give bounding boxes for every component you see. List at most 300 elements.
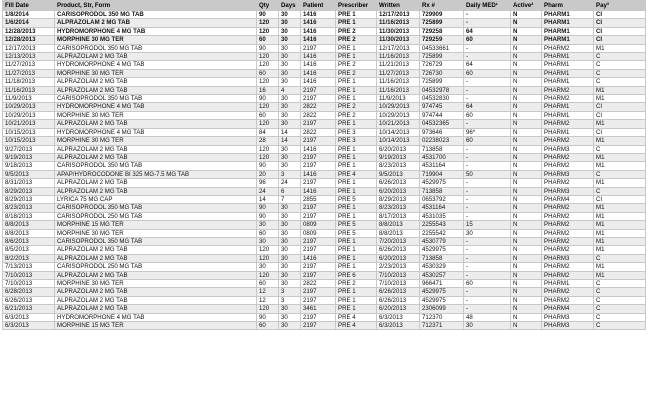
cell-qty: 90	[257, 212, 279, 220]
table-row	[3, 137, 646, 145]
cell-rx-number: 725899	[420, 19, 464, 27]
cell-qty: 16	[257, 86, 279, 94]
cell-active: N	[511, 288, 542, 296]
cell-daily-med: -	[464, 120, 511, 128]
cell-written: 11/21/2013	[377, 61, 420, 69]
cell-written: 12/17/2013	[377, 44, 420, 52]
cell-pharm: PHARM3	[542, 170, 594, 178]
cell-written: 8/8/2013	[377, 229, 420, 237]
cell-days: 30	[279, 280, 301, 288]
cell-qty: 12	[257, 288, 279, 296]
cell-qty: 120	[257, 61, 279, 69]
cell-pay: C	[594, 322, 646, 330]
cell-fill-date: 11/27/2013	[3, 61, 55, 69]
cell-pharm: PHARM2	[542, 162, 594, 170]
cell-product: MORPHINE 15 MG TER	[55, 221, 257, 229]
cell-active: N	[511, 111, 542, 119]
cell-fill-date: 8/18/2013	[3, 212, 55, 220]
cell-pay: M1	[594, 263, 646, 271]
cell-prescriber: PRE 1	[336, 11, 377, 19]
table-row	[3, 11, 646, 19]
cell-patient: 1416	[301, 19, 336, 27]
cell-fill-date: 11/27/2013	[3, 69, 55, 77]
cell-patient: 2197	[301, 137, 336, 145]
cell-days: 4	[279, 86, 301, 94]
cell-prescriber: PRE 1	[336, 305, 377, 313]
cell-written: 6/20/2013	[377, 254, 420, 262]
cell-prescriber: PRE 2	[336, 280, 377, 288]
cell-daily-med: -	[464, 179, 511, 187]
cell-product: ALPRAZOLAM 2 MG TAB	[55, 296, 257, 304]
cell-product: HYDROMORPHONE 4 MG TAB	[55, 103, 257, 111]
cell-days: 3	[279, 288, 301, 296]
cell-product: CARISOPRODOL 250 MG TAB	[55, 212, 257, 220]
cell-written: 6/26/2013	[377, 288, 420, 296]
cell-pay: C	[594, 69, 646, 77]
cell-fill-date: 11/9/2013	[3, 95, 55, 103]
cell-days: 6	[279, 187, 301, 195]
cell-days: 30	[279, 229, 301, 237]
cell-active: N	[511, 204, 542, 212]
cell-patient: 2822	[301, 128, 336, 136]
cell-daily-med: -	[464, 288, 511, 296]
header-active: Active²	[511, 1, 542, 11]
cell-days: 14	[279, 128, 301, 136]
cell-pay: M1	[594, 212, 646, 220]
cell-qty: 20	[257, 170, 279, 178]
table-row	[3, 128, 646, 136]
cell-written: 11/30/2013	[377, 27, 420, 35]
cell-fill-date: 8/8/2013	[3, 229, 55, 237]
cell-active: N	[511, 137, 542, 145]
cell-rx-number: 4531700	[420, 153, 464, 161]
cell-pay: M1	[594, 246, 646, 254]
cell-patient: 3461	[301, 305, 336, 313]
cell-prescriber: PRE 2	[336, 36, 377, 44]
cell-rx-number: 713858	[420, 187, 464, 195]
cell-pay: CI	[594, 103, 646, 111]
cell-active: N	[511, 95, 542, 103]
cell-qty: 90	[257, 95, 279, 103]
cell-fill-date: 8/5/2013	[3, 246, 55, 254]
cell-qty: 96	[257, 179, 279, 187]
cell-prescriber: PRE 1	[336, 86, 377, 94]
cell-fill-date: 10/15/2013	[3, 128, 55, 136]
table-row	[3, 61, 646, 69]
table-row	[3, 19, 646, 27]
cell-pay: M1	[594, 271, 646, 279]
cell-qty: 84	[257, 128, 279, 136]
table-row	[3, 263, 646, 271]
table-row	[3, 162, 646, 170]
table-row	[3, 145, 646, 153]
cell-written: 10/14/2013	[377, 137, 420, 145]
cell-active: N	[511, 61, 542, 69]
cell-daily-med: -	[464, 53, 511, 61]
cell-prescriber: PRE 1	[336, 19, 377, 27]
cell-written: 10/29/2013	[377, 103, 420, 111]
cell-written: 8/23/2013	[377, 162, 420, 170]
cell-product: MORPHINE 30 MG TER	[55, 280, 257, 288]
table-row	[3, 322, 646, 330]
cell-active: N	[511, 103, 542, 111]
cell-pharm: PHARM2	[542, 212, 594, 220]
cell-pay: CI	[594, 11, 646, 19]
cell-rx-number: 712371	[420, 322, 464, 330]
cell-rx-number: 974745	[420, 103, 464, 111]
cell-patient: 1416	[301, 36, 336, 44]
cell-daily-med: -	[464, 254, 511, 262]
cell-pharm: PHARM2	[542, 237, 594, 245]
cell-written: 12/17/2013	[377, 11, 420, 19]
cell-fill-date: 8/29/2013	[3, 187, 55, 195]
cell-patient: 2197	[301, 162, 336, 170]
cell-prescriber: PRE 5	[336, 221, 377, 229]
cell-written: 9/19/2013	[377, 153, 420, 161]
table-row	[3, 170, 646, 178]
header-fill-date: Fill Date	[3, 1, 55, 11]
cell-fill-date: 11/18/2013	[3, 78, 55, 86]
cell-daily-med: -	[464, 271, 511, 279]
cell-daily-med: 60	[464, 69, 511, 77]
cell-qty: 120	[257, 271, 279, 279]
cell-rx-number: 719904	[420, 170, 464, 178]
cell-pay: C	[594, 187, 646, 195]
cell-days: 30	[279, 263, 301, 271]
table-row	[3, 280, 646, 288]
table-row	[3, 86, 646, 94]
table-row	[3, 36, 646, 44]
cell-patient: 2855	[301, 195, 336, 203]
cell-qty: 28	[257, 137, 279, 145]
cell-fill-date: 8/6/2013	[3, 237, 55, 245]
cell-qty: 30	[257, 221, 279, 229]
cell-active: N	[511, 187, 542, 195]
cell-daily-med: -	[464, 237, 511, 245]
cell-patient: 2197	[301, 237, 336, 245]
table-row	[3, 103, 646, 111]
cell-prescriber: PRE 4	[336, 170, 377, 178]
cell-product: APAP/HYDROCODONE BI 325 MG-7.5 MG TAB	[55, 170, 257, 178]
cell-patient: 1416	[301, 53, 336, 61]
cell-pharm: PHARM3	[542, 187, 594, 195]
cell-pay: M1	[594, 95, 646, 103]
cell-pay: C	[594, 78, 646, 86]
cell-prescriber: PRE 1	[336, 120, 377, 128]
cell-qty: 120	[257, 103, 279, 111]
cell-active: N	[511, 254, 542, 262]
cell-rx-number: 04533661	[420, 44, 464, 52]
cell-written: 6/26/2013	[377, 296, 420, 304]
cell-active: N	[511, 53, 542, 61]
cell-qty: 24	[257, 187, 279, 195]
cell-qty: 60	[257, 229, 279, 237]
cell-fill-date: 12/13/2013	[3, 53, 55, 61]
cell-written: 7/10/2013	[377, 271, 420, 279]
cell-product: CARISOPRODOL 350 MG TAB	[55, 95, 257, 103]
cell-days: 30	[279, 53, 301, 61]
cell-qty: 120	[257, 145, 279, 153]
cell-qty: 30	[257, 237, 279, 245]
table-row	[3, 288, 646, 296]
cell-days: 30	[279, 78, 301, 86]
cell-pharm: PHARM2	[542, 95, 594, 103]
cell-pharm: PHARM2	[542, 229, 594, 237]
cell-pharm: PHARM2	[542, 44, 594, 52]
table-row	[3, 195, 646, 203]
cell-pay: M1	[594, 179, 646, 187]
cell-daily-med: 60	[464, 137, 511, 145]
cell-patient: 2197	[301, 95, 336, 103]
cell-rx-number: 973646	[420, 128, 464, 136]
cell-prescriber: PRE 1	[336, 153, 377, 161]
cell-active: N	[511, 263, 542, 271]
cell-rx-number: 725899	[420, 53, 464, 61]
cell-daily-med: -	[464, 204, 511, 212]
table-row	[3, 271, 646, 279]
cell-written: 11/16/2013	[377, 78, 420, 86]
cell-rx-number: 4530779	[420, 237, 464, 245]
table-row	[3, 95, 646, 103]
cell-prescriber: PRE 3	[336, 137, 377, 145]
cell-pay: M1	[594, 153, 646, 161]
cell-fill-date: 8/8/2013	[3, 221, 55, 229]
cell-written: 11/16/2013	[377, 53, 420, 61]
cell-product: ALPRAZOLAM 2 MG TAB	[55, 145, 257, 153]
cell-fill-date: 10/29/2013	[3, 103, 55, 111]
cell-pharm: PHARM3	[542, 322, 594, 330]
cell-written: 9/5/2013	[377, 170, 420, 178]
cell-pay: C	[594, 170, 646, 178]
cell-active: N	[511, 36, 542, 44]
cell-rx-number: 729909	[420, 11, 464, 19]
table-row	[3, 237, 646, 245]
cell-prescriber: PRE 4	[336, 313, 377, 321]
cell-product: LYRICA 75 MG CAP	[55, 195, 257, 203]
cell-qty: 30	[257, 263, 279, 271]
cell-prescriber: PRE 2	[336, 111, 377, 119]
cell-daily-med: -	[464, 44, 511, 52]
cell-qty: 60	[257, 111, 279, 119]
cell-rx-number: 966471	[420, 280, 464, 288]
cell-patient: 1416	[301, 69, 336, 77]
cell-pharm: PHARM3	[542, 254, 594, 262]
table-row	[3, 120, 646, 128]
cell-fill-date: 6/28/2013	[3, 288, 55, 296]
cell-daily-med: -	[464, 296, 511, 304]
cell-fill-date: 9/27/2013	[3, 145, 55, 153]
cell-fill-date: 6/3/2013	[3, 322, 55, 330]
cell-pharm: PHARM1	[542, 19, 594, 27]
cell-rx-number: 2306099	[420, 305, 464, 313]
cell-pay: C	[594, 296, 646, 304]
header-written: Written	[377, 1, 420, 11]
cell-daily-med: -	[464, 263, 511, 271]
cell-patient: 2822	[301, 280, 336, 288]
cell-product: ALPRAZOLAM 2 MG TAB	[55, 271, 257, 279]
header-patient: Patient	[301, 1, 336, 11]
cell-pay: M1	[594, 137, 646, 145]
cell-written: 11/16/2013	[377, 86, 420, 94]
cell-days: 30	[279, 111, 301, 119]
cell-daily-med: 30	[464, 322, 511, 330]
cell-product: ALPRAZOLAM 2 MG TAB	[55, 288, 257, 296]
cell-product: MORPHINE 15 MG TER	[55, 322, 257, 330]
cell-qty: 120	[257, 27, 279, 35]
cell-patient: 1416	[301, 78, 336, 86]
cell-days: 30	[279, 237, 301, 245]
cell-pharm: PHARM2	[542, 296, 594, 304]
cell-days: 30	[279, 254, 301, 262]
table-row	[3, 187, 646, 195]
cell-product: MORPHINE 30 MG TER	[55, 36, 257, 44]
cell-active: N	[511, 153, 542, 161]
cell-daily-med: -	[464, 11, 511, 19]
cell-patient: 1416	[301, 254, 336, 262]
cell-daily-med: -	[464, 212, 511, 220]
cell-qty: 120	[257, 153, 279, 161]
cell-written: 2/23/2013	[377, 263, 420, 271]
cell-days: 30	[279, 120, 301, 128]
cell-pharm: PHARM2	[542, 246, 594, 254]
cell-active: N	[511, 195, 542, 203]
table-row	[3, 204, 646, 212]
cell-pharm: PHARM3	[542, 145, 594, 153]
cell-patient: 1416	[301, 61, 336, 69]
cell-written: 10/21/2013	[377, 120, 420, 128]
cell-prescriber: PRE 1	[336, 296, 377, 304]
cell-daily-med: 60	[464, 36, 511, 44]
cell-active: N	[511, 86, 542, 94]
cell-pay: C	[594, 280, 646, 288]
cell-patient: 2197	[301, 44, 336, 52]
table-row	[3, 296, 646, 304]
cell-written: 6/26/2013	[377, 179, 420, 187]
cell-qty: 90	[257, 11, 279, 19]
cell-qty: 120	[257, 120, 279, 128]
cell-days: 30	[279, 204, 301, 212]
cell-daily-med: -	[464, 19, 511, 27]
cell-fill-date: 7/10/2013	[3, 271, 55, 279]
cell-written: 11/30/2013	[377, 36, 420, 44]
cell-patient: 2197	[301, 246, 336, 254]
cell-written: 6/20/2013	[377, 187, 420, 195]
cell-prescriber: PRE 4	[336, 322, 377, 330]
cell-rx-number: 4531164	[420, 204, 464, 212]
header-qty: Qty	[257, 1, 279, 11]
cell-pharm: PHARM1	[542, 280, 594, 288]
cell-daily-med: 64	[464, 27, 511, 35]
cell-pay: CI	[594, 111, 646, 119]
table-row	[3, 179, 646, 187]
cell-active: N	[511, 78, 542, 86]
cell-daily-med: 96*	[464, 128, 511, 136]
table-row	[3, 111, 646, 119]
cell-pharm: PHARM1	[542, 11, 594, 19]
cell-rx-number: 2255542	[420, 229, 464, 237]
cell-product: ALPRAZOLAM 2 MG TAB	[55, 153, 257, 161]
cell-pharm: PHARM2	[542, 204, 594, 212]
cell-rx-number: 729259	[420, 36, 464, 44]
cell-daily-med: -	[464, 86, 511, 94]
cell-product: MORPHINE 30 MG TER	[55, 229, 257, 237]
cell-qty: 120	[257, 246, 279, 254]
cell-fill-date: 8/31/2013	[3, 179, 55, 187]
cell-pharm: PHARM2	[542, 271, 594, 279]
cell-qty: 90	[257, 313, 279, 321]
cell-active: N	[511, 128, 542, 136]
cell-fill-date: 7/13/2013	[3, 263, 55, 271]
cell-fill-date: 9/19/2013	[3, 153, 55, 161]
cell-active: N	[511, 145, 542, 153]
cell-fill-date: 11/16/2013	[3, 86, 55, 94]
cell-days: 3	[279, 296, 301, 304]
cell-prescriber: PRE 1	[336, 95, 377, 103]
cell-patient: 2197	[301, 86, 336, 94]
cell-active: N	[511, 44, 542, 52]
cell-product: ALPRAZOLAM 2 MG TAB	[55, 179, 257, 187]
cell-product: ALPRAZOLAM 2 MG TAB	[55, 305, 257, 313]
cell-prescriber: PRE 1	[336, 263, 377, 271]
cell-pharm: PHARM1	[542, 69, 594, 77]
cell-active: N	[511, 11, 542, 19]
cell-fill-date: 8/29/2013	[3, 195, 55, 203]
cell-written: 10/14/2013	[377, 128, 420, 136]
cell-pharm: PHARM2	[542, 221, 594, 229]
cell-product: MORPHINE 30 MG TER	[55, 137, 257, 145]
cell-daily-med: -	[464, 95, 511, 103]
cell-product: CARISOPRODOL 350 MG TAB	[55, 11, 257, 19]
cell-prescriber: PRE 1	[336, 204, 377, 212]
cell-pay: C	[594, 313, 646, 321]
cell-fill-date: 10/21/2013	[3, 120, 55, 128]
cell-fill-date: 9/5/2013	[3, 170, 55, 178]
cell-active: N	[511, 280, 542, 288]
cell-rx-number: 04532978	[420, 86, 464, 94]
cell-product: MORPHINE 30 MG TER	[55, 111, 257, 119]
cell-fill-date: 6/21/2013	[3, 305, 55, 313]
cell-prescriber: PRE 1	[336, 53, 377, 61]
cell-patient: 1416	[301, 145, 336, 153]
cell-product: HYDROMORPHONE 4 MG TAB	[55, 128, 257, 136]
cell-rx-number: 04532830	[420, 95, 464, 103]
cell-pharm: PHARM4	[542, 195, 594, 203]
cell-days: 3	[279, 170, 301, 178]
cell-prescriber: PRE 2	[336, 27, 377, 35]
cell-prescriber: PRE 2	[336, 61, 377, 69]
cell-pay: M1	[594, 204, 646, 212]
cell-product: CARISOPRODOL 350 MG TAB	[55, 204, 257, 212]
cell-qty: 120	[257, 254, 279, 262]
cell-daily-med: 60	[464, 280, 511, 288]
cell-patient: 2197	[301, 212, 336, 220]
cell-patient: 2197	[301, 263, 336, 271]
cell-patient: 1416	[301, 27, 336, 35]
cell-patient: 2197	[301, 271, 336, 279]
cell-product: MORPHINE 30 MG TER	[55, 69, 257, 77]
cell-qty: 90	[257, 204, 279, 212]
cell-pay: M1	[594, 229, 646, 237]
cell-qty: 60	[257, 322, 279, 330]
cell-active: N	[511, 237, 542, 245]
cell-prescriber: PRE 6	[336, 271, 377, 279]
cell-qty: 90	[257, 44, 279, 52]
cell-days: 30	[279, 162, 301, 170]
cell-daily-med: -	[464, 305, 511, 313]
cell-qty: 90	[257, 162, 279, 170]
cell-days: 30	[279, 246, 301, 254]
cell-pharm: PHARM3	[542, 313, 594, 321]
